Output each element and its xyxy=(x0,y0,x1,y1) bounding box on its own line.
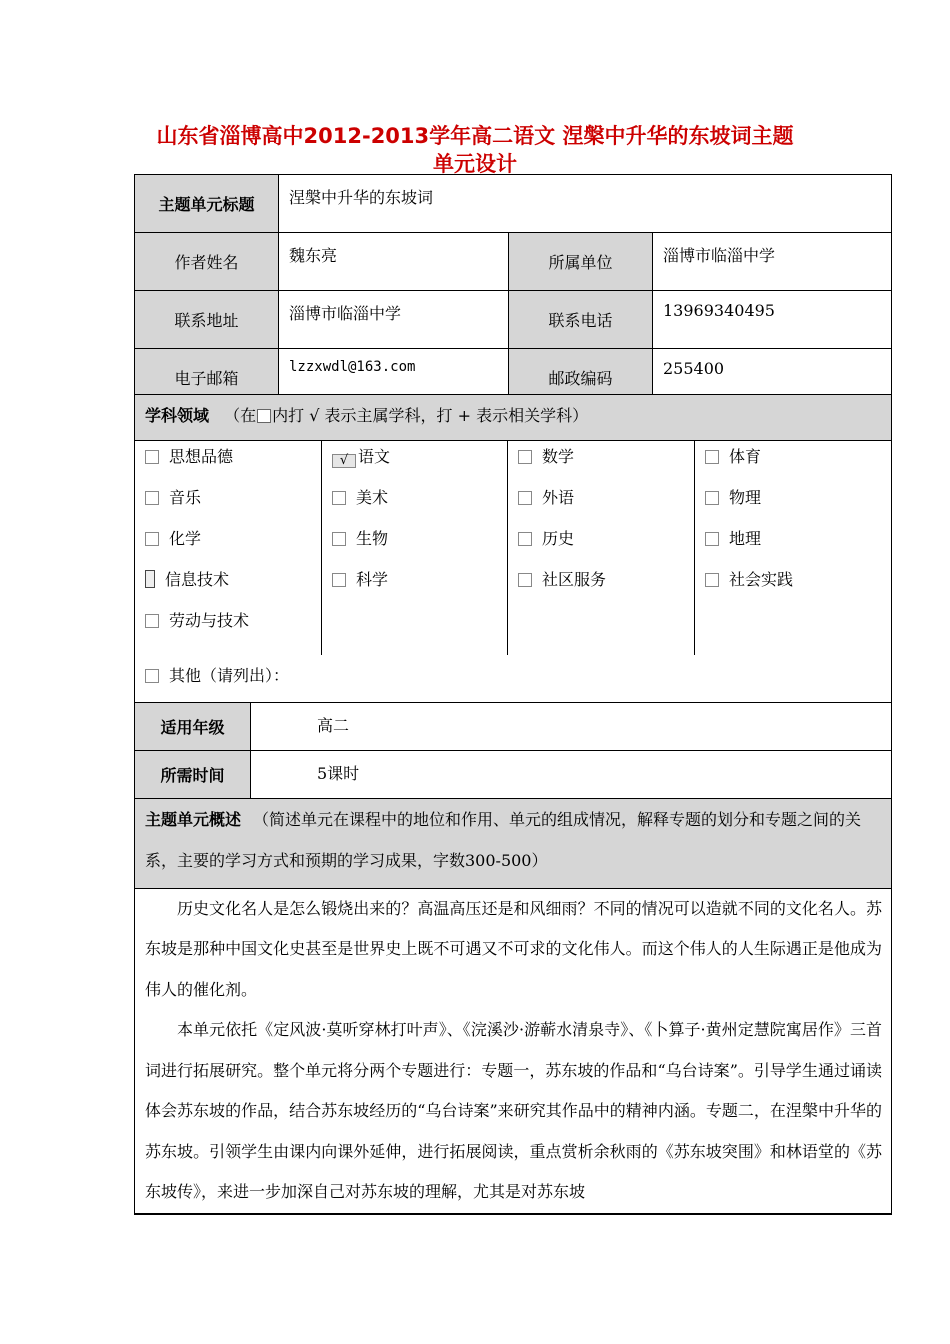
info-table xyxy=(134,174,892,407)
address-value: 淄博市临淄中学 xyxy=(279,291,509,349)
theme-value: 涅槃中升华的东坡词 xyxy=(279,175,892,233)
checkbox-icon[interactable] xyxy=(332,532,346,546)
title-line-1: 山东省淄博高中2012-2013学年高二语文 涅槃中升华的东坡词主题 xyxy=(156,124,794,148)
checkbox-sample xyxy=(257,409,271,423)
subject-header-title: 学科领域 xyxy=(145,406,210,425)
subject-header xyxy=(135,395,892,441)
checkbox-icon[interactable] xyxy=(145,669,159,683)
subject-history[interactable]: 历史 xyxy=(508,529,694,570)
subject-social-practice[interactable]: 社会实践 xyxy=(695,570,891,611)
overview-body xyxy=(135,888,892,1214)
checkbox-icon[interactable] xyxy=(145,450,159,464)
subject-other[interactable]: 其他（请列出）： xyxy=(135,655,892,702)
overview-paragraph-1: 历史文化名人是怎么锻烧出来的？高温高压还是和风细雨？不同的情况可以造就不同的文化名人。苏东坡是那种中国文化史甚至是世界史上既不可遇又不可求的文化伟人。而这个伟人的人生际遇正是他成为伟人的催化剂。 xyxy=(145,898,883,999)
time-label: 所需时间 xyxy=(135,750,251,798)
checked-checkbox-icon[interactable]: √ xyxy=(332,454,356,468)
checkbox-icon[interactable] xyxy=(518,491,532,505)
overview-label: 主题单元概述 xyxy=(145,809,242,829)
subject-col-3 xyxy=(508,441,695,656)
email-value: lzzxwdl@163.com xyxy=(279,349,509,407)
title-line-2: 单元设计 xyxy=(433,152,517,176)
author-value: 魏东亮 xyxy=(279,233,509,291)
author-label: 作者姓名 xyxy=(135,233,279,291)
checkbox-icon[interactable] xyxy=(705,573,719,587)
checkbox-icon[interactable] xyxy=(518,532,532,546)
subject-table xyxy=(134,394,892,1215)
email-label: 电子邮箱 xyxy=(135,349,279,407)
phone-value: 13969340495 xyxy=(653,291,892,349)
address-label: 联系地址 xyxy=(135,291,279,349)
overview-header xyxy=(135,798,892,888)
subject-header-note-post: 内打 √ 表示主属学科，打 + 表示相关学科） xyxy=(272,406,589,425)
postcode-label: 邮政编码 xyxy=(509,349,653,407)
subject-col-4 xyxy=(695,441,892,656)
subject-biology[interactable]: 生物 xyxy=(322,529,507,570)
checkbox-icon[interactable] xyxy=(145,532,159,546)
subject-it[interactable]: 信息技术 xyxy=(135,570,321,611)
subject-geography[interactable]: 地理 xyxy=(695,529,891,570)
subject-foreign-lang[interactable]: 外语 xyxy=(508,488,694,529)
document-title xyxy=(120,122,830,178)
checkbox-icon[interactable] xyxy=(332,491,346,505)
checkbox-icon[interactable] xyxy=(705,532,719,546)
time-value: 5课时 xyxy=(251,750,892,798)
subject-math[interactable]: 数学 xyxy=(508,447,694,488)
subject-science[interactable]: 科学 xyxy=(322,570,507,611)
grade-label: 适用年级 xyxy=(135,702,251,750)
overview-note: （简述单元在课程中的地位和作用、单元的组成情况，解释专题的划分和专题之间的关系，主要的学习方式和预期的学习成果，字数300-500） xyxy=(145,809,862,870)
checkbox-icon[interactable] xyxy=(705,450,719,464)
subject-art[interactable]: 美术 xyxy=(322,488,507,529)
subject-col-1 xyxy=(135,441,322,656)
subject-pe[interactable]: 体育 xyxy=(695,447,891,488)
subject-community[interactable]: 社区服务 xyxy=(508,570,694,611)
checkbox-icon[interactable] xyxy=(332,573,346,587)
subject-chemistry[interactable]: 化学 xyxy=(135,529,321,570)
theme-label: 主题单元标题 xyxy=(135,175,279,233)
subject-header-note-pre: （在 xyxy=(224,406,257,425)
postcode-value: 255400 xyxy=(653,349,892,407)
subject-music[interactable]: 音乐 xyxy=(135,488,321,529)
unit-label: 所属单位 xyxy=(509,233,653,291)
phone-label: 联系电话 xyxy=(509,291,653,349)
subject-chinese[interactable]: √ 语文 xyxy=(322,447,507,488)
subject-moral[interactable]: 思想品德 xyxy=(135,447,321,488)
checkbox-icon[interactable] xyxy=(518,573,532,587)
checkbox-icon[interactable] xyxy=(705,491,719,505)
subject-col-2 xyxy=(322,441,508,656)
checkbox-icon[interactable] xyxy=(145,491,159,505)
subject-labor[interactable]: 劳动与技术 xyxy=(135,611,321,652)
overview-paragraph-2: 本单元依托《定风波·莫听穿林打叶声》、《浣溪沙·游蕲水清泉寺》、《卜算子·黄州定慧院寓居作》三首词进行拓展研究。整个单元将分两个专题进行：专题一，苏东坡的作品和“乌台诗案”。引导学生通过诵读体会苏东坡的作品，结合苏东坡经历的“乌台诗案”来研究其作品中的精神内涵。专题二，在涅槃中升华的苏东坡。引领学生由课内向课外延伸，进行拓展阅读，重点赏析余秋雨的《苏东坡突围》和林语堂的《苏东坡传》，来进一步加深自己对苏东坡的理解，尤其是对苏东坡 xyxy=(145,1020,883,1201)
subject-physics[interactable]: 物理 xyxy=(695,488,891,529)
checkbox-icon[interactable] xyxy=(145,570,155,588)
checkbox-icon[interactable] xyxy=(145,614,159,628)
grade-value: 高二 xyxy=(251,702,892,750)
unit-value: 淄博市临淄中学 xyxy=(653,233,892,291)
checkbox-icon[interactable] xyxy=(518,450,532,464)
